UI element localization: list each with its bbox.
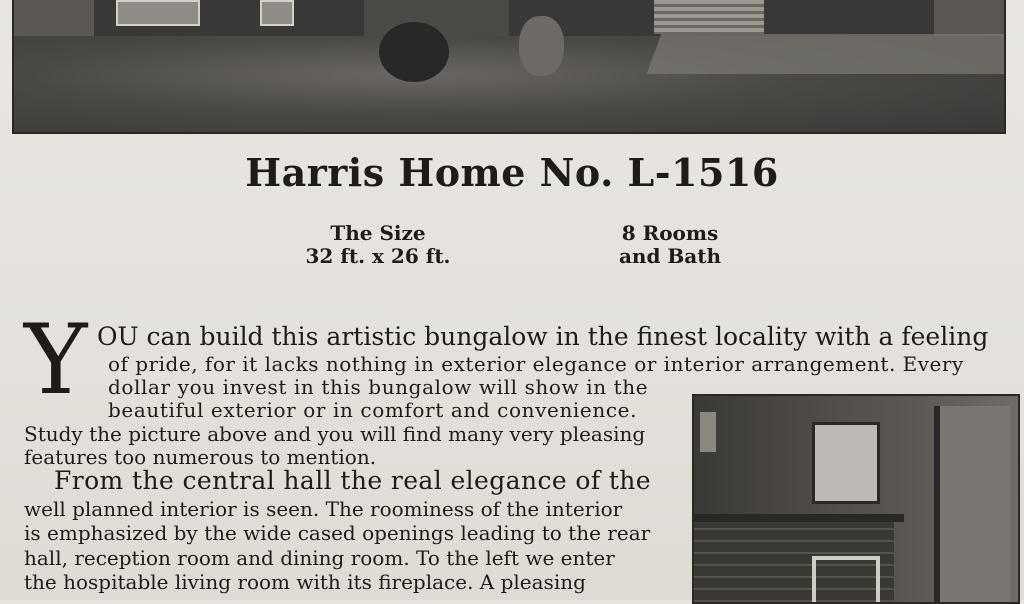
body-line: the hospitable living room with its fireplace. A pleasing — [24, 570, 586, 594]
body-line: beautiful exterior or in comfort and convenience. — [108, 398, 638, 422]
interior-photo — [692, 394, 1020, 604]
drop-cap: Y — [24, 304, 86, 416]
page-title: Harris Home No. L-1516 — [245, 150, 779, 195]
body-line: From the central hall the real elegance of the — [54, 466, 651, 495]
rooms-label: 8 Rooms — [621, 221, 719, 245]
rooms-value: and Bath — [618, 244, 722, 268]
body-line: features too numerous to mention. — [24, 445, 377, 469]
body-line: well planned interior is seen. The roominess of the interior — [24, 497, 623, 521]
body-line: dollar you invest in this bungalow will show in the — [108, 375, 649, 399]
size-label: The Size — [330, 221, 426, 245]
body-line: is emphasized by the wide cased openings leading to the rear — [24, 521, 651, 545]
body-line: of pride, for it lacks nothing in exterior elegance or interior arrangement. Every — [108, 352, 964, 376]
body-line: Study the picture above and you will find many very pleasing — [24, 422, 646, 446]
rooms-spec — [570, 222, 770, 268]
body-line: hall, reception room and dining room. To the left we enter — [24, 546, 615, 570]
body-line: OU can build this artistic bungalow in the finest locality with a feeling — [97, 322, 989, 351]
house-exterior-photo — [12, 0, 1006, 134]
size-value: 32 ft. x 26 ft. — [305, 244, 451, 268]
size-spec — [278, 222, 478, 268]
